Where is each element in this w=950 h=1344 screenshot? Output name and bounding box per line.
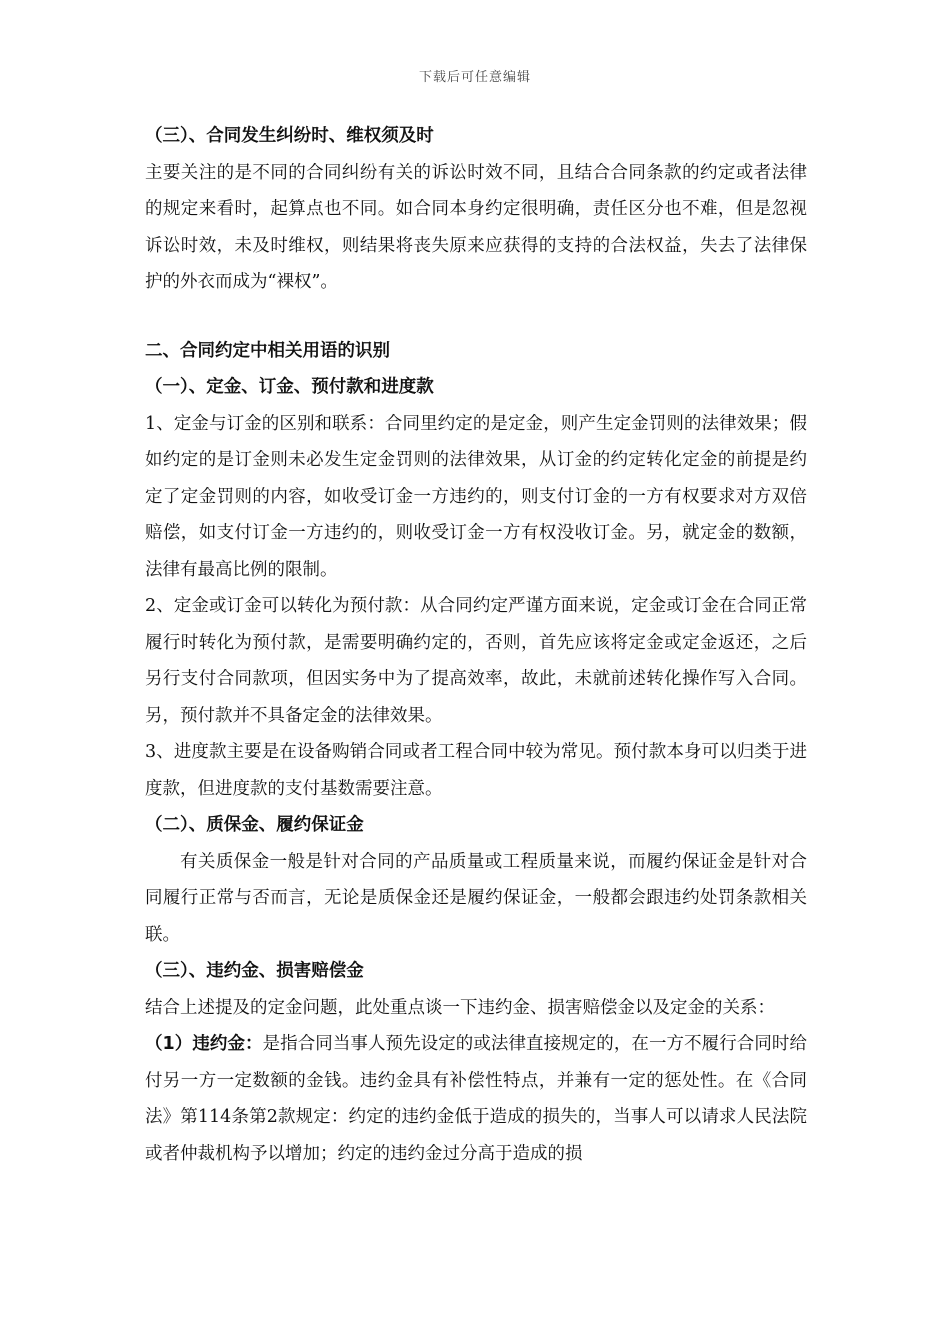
section-heading-deposit: （一）、定金、订金、预付款和进度款 [145, 377, 434, 397]
header-note: 下载后可任意编辑 [418, 70, 531, 85]
paragraph-penalty-item-1 [145, 1026, 807, 1172]
paragraph-deposit-item-3: 3、进度款主要是在设备购销合同或者工程合同中较为常见。预付款本身可以归类于进度款，但进度款的支付基数需要注意。 [145, 742, 807, 799]
section-heading-warranty: （二）、质保金、履约保证金 [145, 815, 364, 835]
section-heading-dispute-rights: （三）、合同发生纠纷时、维权须及时 [145, 126, 434, 146]
document-body [145, 118, 807, 1172]
paragraph-dispute-rights: 主要关注的是不同的合同纠纷有关的诉讼时效不同，且结合合同条款的约定或者法律的规定来看时，起算点也不同。如合同本身约定很明确，责任区分也不难，但是忽视诉讼时效，未及时维权，则结果将丧失原来应获得的支持的合法权益，失去了法律保护的外衣而成为“裸权”。 [145, 162, 807, 292]
paragraph-penalty-intro: 结合上述提及的定金问题，此处重点谈一下违约金、损害赔偿金以及定金的关系： [145, 997, 775, 1018]
part-heading-terms: 二、合同约定中相关用语的识别 [145, 340, 390, 361]
paragraph-warranty: 有关质保金一般是针对合同的产品质量或工程质量来说，而履约保证金是针对合同履行正常与否而言，无论是质保金还是履约保证金，一般都会跟违约处罚条款相关联。 [145, 851, 807, 945]
penalty-term-text: 是指合同当事人预先设定的或法律直接规定的，在一方不履行合同时给付另一方一定数额的金钱。违约金具有补偿性特点，并兼有一定的惩处性。在《合同法》第114条第2款规定：约定的违约金低于造成的损失的，当事人可以请求人民法院或者仲裁机构予以增加；约定的违约金过分高于造成的损 [145, 1034, 807, 1164]
paragraph-deposit-item-1: 1、定金与订金的区别和联系：合同里约定的是定金，则产生定金罚则的法律效果；假如约定的是订金则未必发生定金罚则的法律效果，从订金的约定转化定金的前提是约定了定金罚则的内容，如收受订金一方违约的，则支付订金的一方有权要求对方双倍赔偿，如支付订金一方违约的，则收受订金一方有权没收订金。另，就定金的数额，法律有最高比例的限制。 [145, 413, 807, 580]
paragraph-gap [145, 301, 807, 333]
section-heading-penalty: （三）、违约金、损害赔偿金 [145, 961, 364, 981]
penalty-term-label: （1）违约金： [145, 1034, 263, 1054]
paragraph-deposit-item-2: 2、定金或订金可以转化为预付款：从合同约定严谨方面来说，定金或订金在合同正常履行时转化为预付款，是需要明确约定的，否则，首先应该将定金或定金返还，之后另行支付合同款项，但因实务中为了提高效率，故此，未就前述转化操作写入合同。另，预付款并不具备定金的法律效果。 [145, 596, 807, 726]
